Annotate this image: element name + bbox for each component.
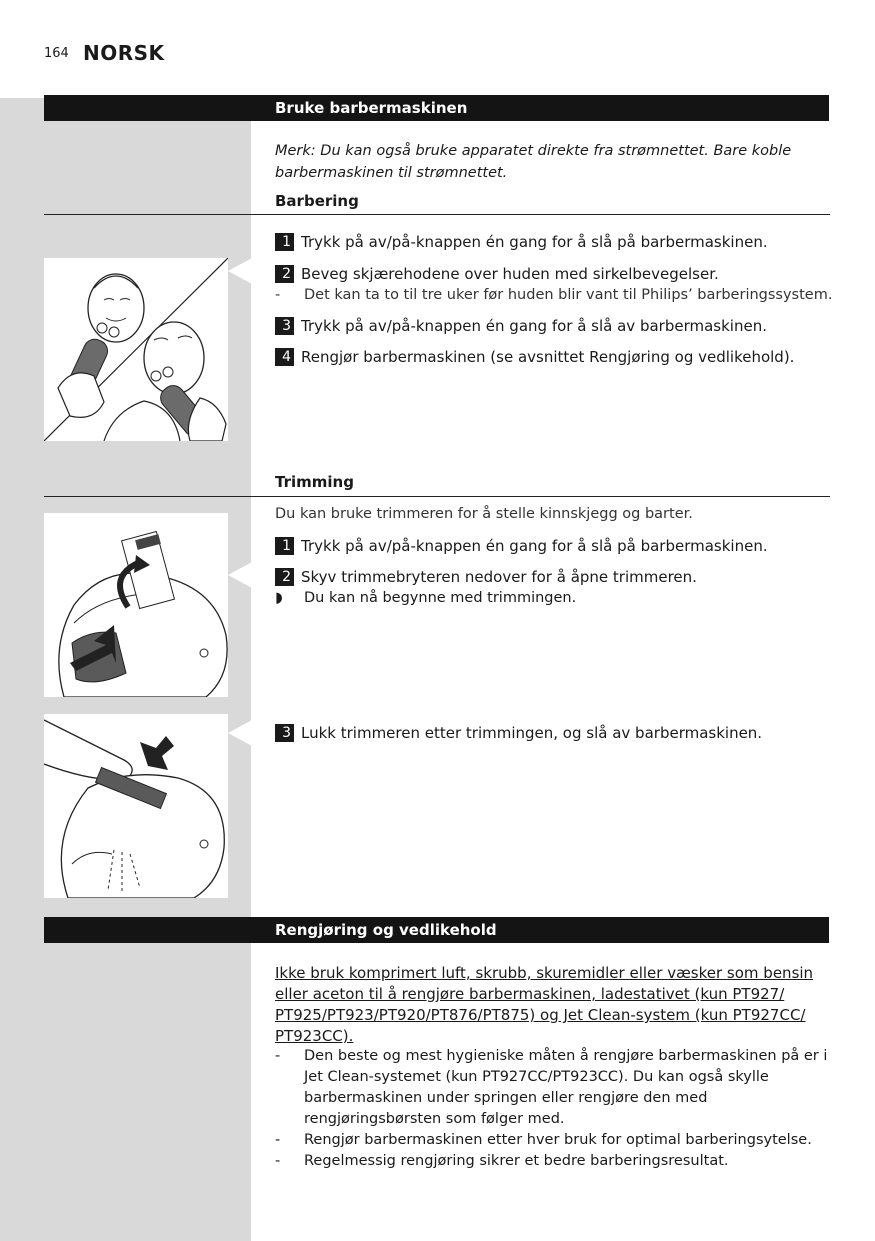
shaving-illustration: [44, 258, 228, 441]
list-item: [275, 1130, 835, 1151]
list-item: [275, 1151, 835, 1172]
step-item: [275, 537, 768, 555]
subheading-shaving: Barbering: [275, 192, 359, 210]
illustration-pointer: [228, 562, 252, 588]
step-item: [275, 317, 767, 335]
dash-mark: -: [275, 1132, 281, 1148]
list-item: [275, 1046, 835, 1130]
step-number: 1: [275, 537, 294, 555]
list-item-text: Den beste og mest hygieniske måten å rengjøre barbermaskinen på er i Jet Clean-systemet (kun PT927CC/PT923CC). Du kan også skylle barbermaskinen under springen eller rengjøre den med rengjøringsbørsten som følger med.: [304, 1048, 828, 1127]
step-item: [275, 233, 768, 251]
illustration-pointer: [228, 258, 252, 284]
divider: [44, 214, 830, 215]
shaving-faces-drawing: [44, 258, 228, 441]
tip-item: [275, 287, 832, 303]
list-item-text: Regelmessig rengjøring sikrer et bedre barberingsresultat.: [304, 1153, 729, 1169]
divider: [44, 496, 830, 497]
section-title-use: Bruke barbermaskinen: [275, 99, 468, 117]
cleaning-warning: Ikke bruk komprimert luft, skrubb, skuremidler eller væsker som bensin eller aceton til å rengjøre barbermaskinen, ladestativet (kun PT927/ PT925/PT923/PT920/PT876/PT875) og Jet Clean-system (kun PT927CC/ PT923CC).: [275, 964, 814, 1045]
step-text: Trykk på av/på-knappen én gang for å slå av barbermaskinen.: [301, 317, 767, 335]
section-bar-cleaning: [44, 917, 829, 943]
page-number: 164: [44, 46, 69, 61]
trimmer-close-illustration: [44, 714, 228, 898]
step-item: [275, 265, 719, 283]
step-item: [275, 724, 762, 742]
result-icon: ◗: [275, 590, 283, 606]
trimming-intro: Du kan bruke trimmeren for å stelle kinnskjegg og barter.: [275, 506, 693, 522]
step-text: Rengjør barbermaskinen (se avsnittet Rengjøring og vedlikehold).: [301, 348, 795, 366]
result-text: Du kan nå begynne med trimmingen.: [304, 590, 577, 606]
step-text: Skyv trimmebryteren nedover for å åpne trimmeren.: [301, 568, 697, 586]
illustration-pointer: [228, 720, 252, 746]
step-item: [275, 568, 697, 586]
step-text: Trykk på av/på-knappen én gang for å slå på barbermaskinen.: [301, 537, 768, 555]
step-number: 2: [275, 568, 294, 586]
trimmer-close-drawing: [44, 714, 228, 898]
language-heading: NORSK: [83, 41, 165, 65]
step-number: 4: [275, 348, 294, 366]
note-mains: Merk: Du kan også bruke apparatet direkte fra strømnettet. Bare koble barbermaskinen til strømnettet.: [275, 143, 792, 181]
tip-text: Det kan ta to til tre uker før huden blir vant til Philips’ barberingssystem.: [304, 287, 833, 303]
step-text: Trykk på av/på-knappen én gang for å slå på barbermaskinen.: [301, 233, 768, 251]
trimmer-open-illustration: [44, 513, 228, 697]
dash-mark: -: [275, 1048, 281, 1064]
step-item: [275, 348, 794, 366]
step-number: 3: [275, 724, 294, 742]
step-text: Lukk trimmeren etter trimmingen, og slå av barbermaskinen.: [301, 724, 763, 742]
dash-mark: -: [275, 287, 281, 303]
section-bar-use: [44, 95, 829, 121]
subheading-trimming: Trimming: [275, 473, 354, 491]
step-number: 1: [275, 233, 294, 251]
step-text: Beveg skjærehodene over huden med sirkelbevegelser.: [301, 265, 719, 283]
result-item: [275, 590, 576, 606]
section-title-cleaning: Rengjøring og vedlikehold: [275, 921, 497, 939]
dash-mark: -: [275, 1153, 281, 1169]
step-number: 2: [275, 265, 294, 283]
step-number: 3: [275, 317, 294, 335]
list-item-text: Rengjør barbermaskinen etter hver bruk for optimal barberingsytelse.: [304, 1132, 812, 1148]
trimmer-open-drawing: [44, 513, 228, 697]
